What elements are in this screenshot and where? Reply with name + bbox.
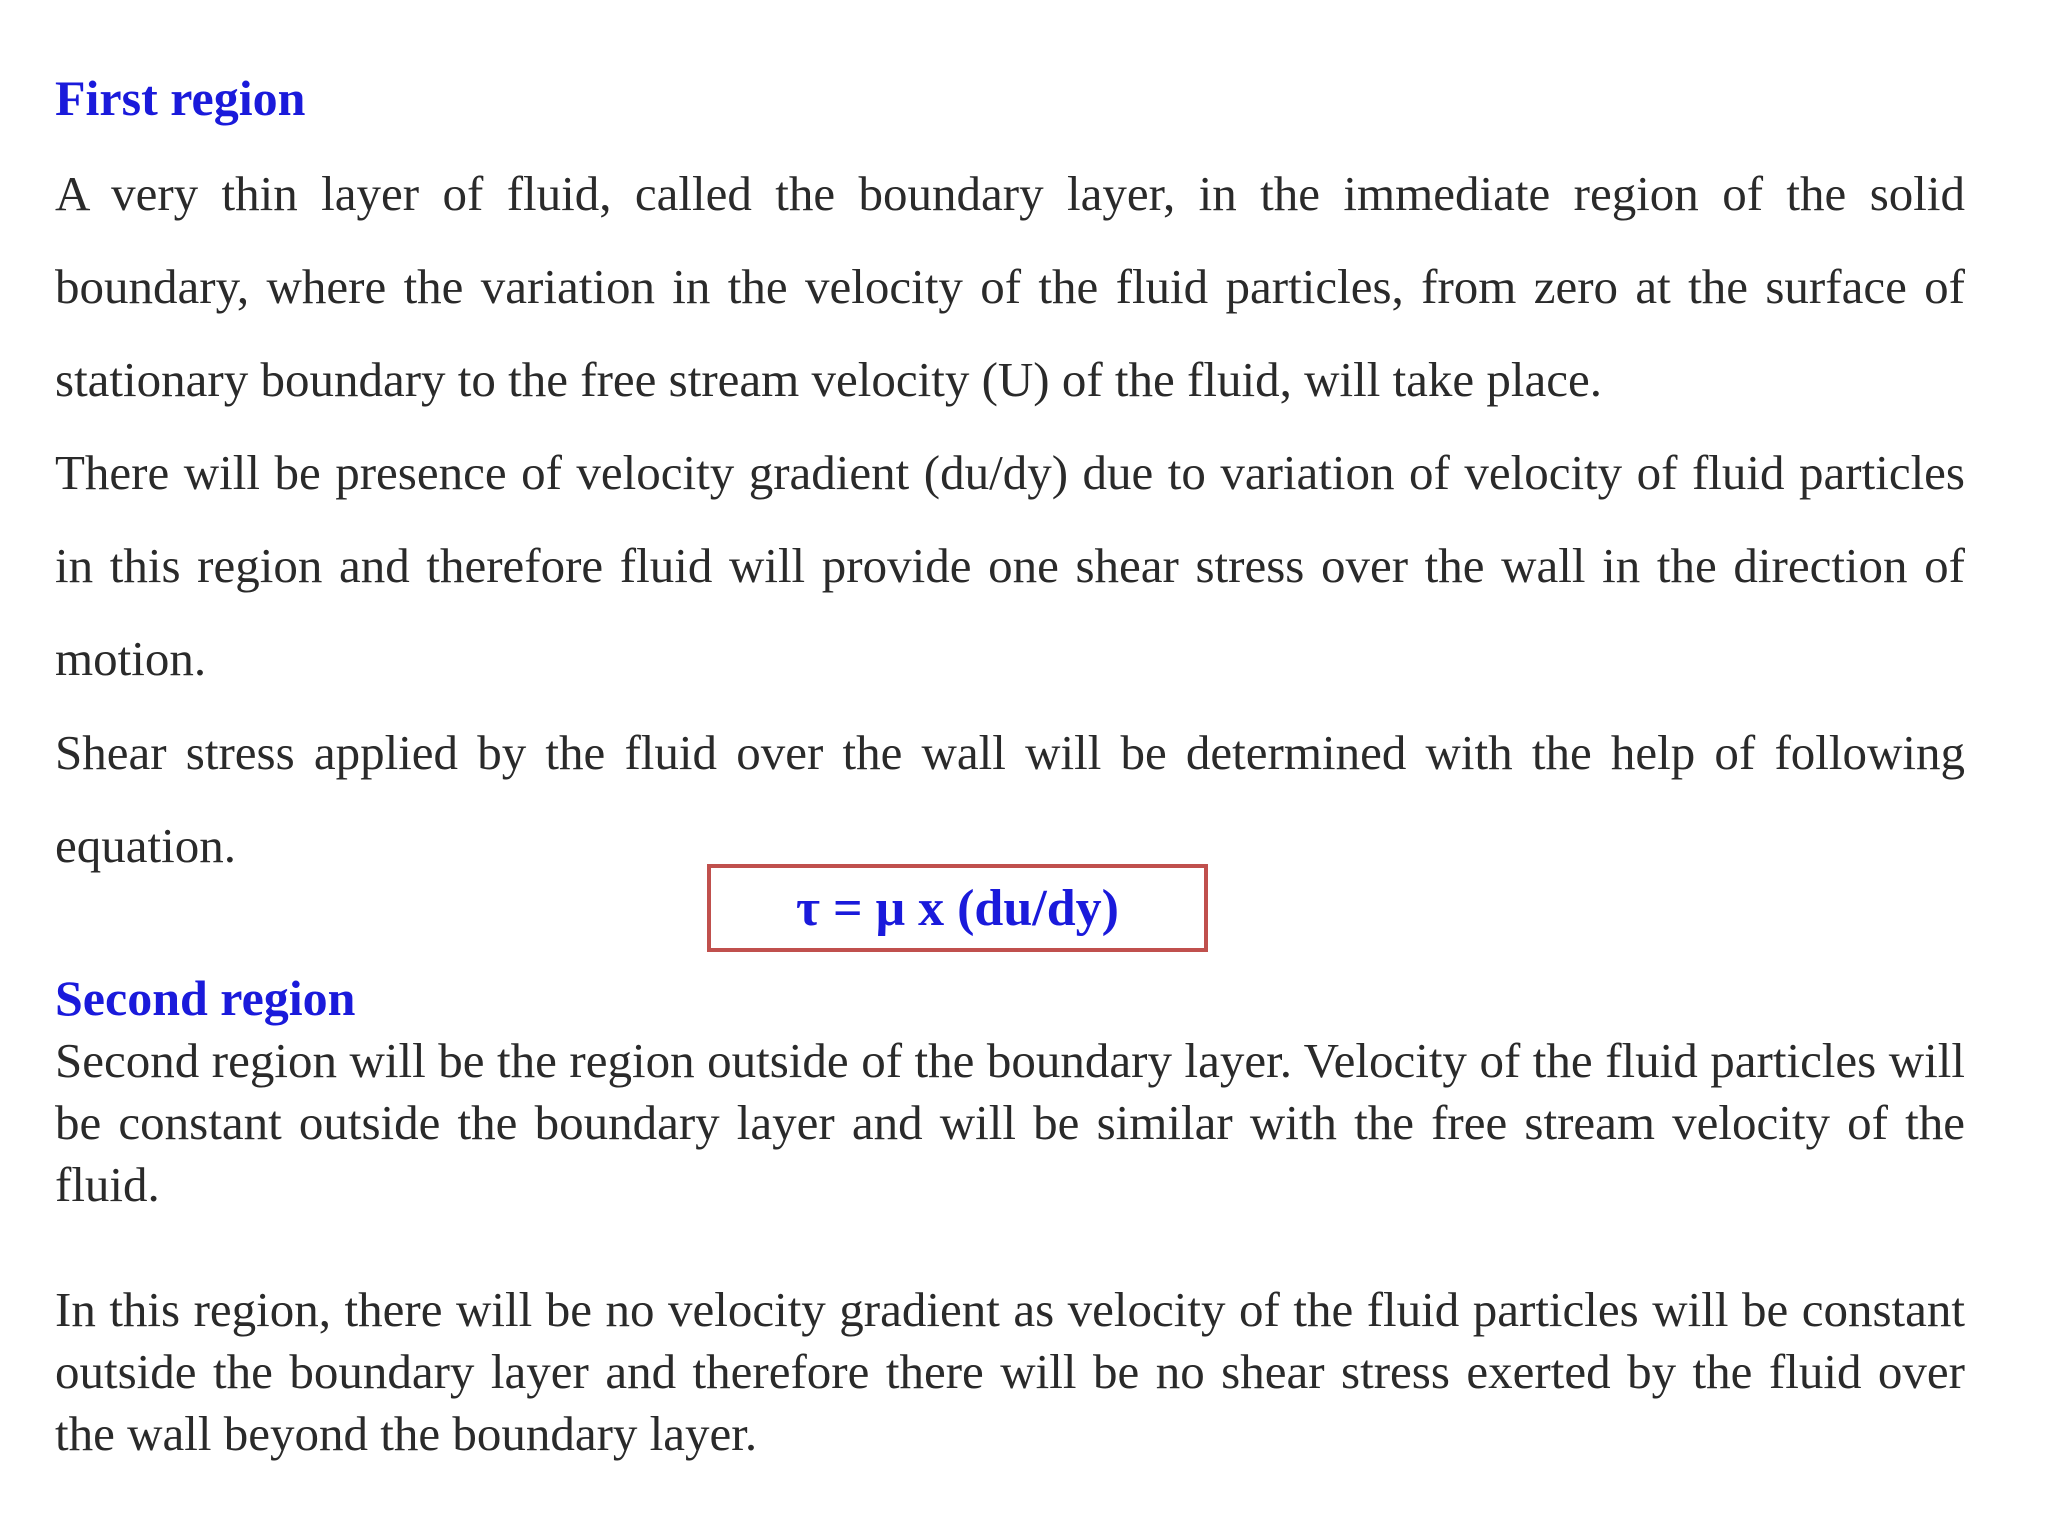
first-region-paragraph-shear-stress: Shear stress applied by the fluid over the wall will be determined with the help of following equation.: [55, 725, 1965, 873]
first-region-paragraph-velocity-gradient: There will be presence of velocity gradient (du/dy) due to variation of velocity of fluid particles in this region and therefore fluid will provide one shear stress over the wall in the direction of motion.: [55, 445, 1965, 686]
second-region-paragraph-no-gradient: In this region, there will be no velocity gradient as velocity of the fluid particles will be constant outside the boundary layer and therefore there will be no shear stress exerted by the fluid over the wall beyond the boundary layer.: [55, 1282, 1965, 1461]
second-region-paragraph-outside-layer: Second region will be the region outside of the boundary layer. Velocity of the fluid particles will be constant outside the boundary layer and will be similar with the free stream velocity of the fluid.: [55, 1033, 1965, 1212]
second-region-heading: Second region: [55, 970, 356, 1026]
first-region-paragraph-boundary-layer: A very thin layer of fluid, called the boundary layer, in the immediate region of the solid boundary, where the variation in the velocity of the fluid particles, from zero at the surface of stationary boundary to the free stream velocity (U) of the fluid, will take place.: [55, 166, 1965, 407]
first-region-heading: First region: [55, 70, 306, 126]
shear-stress-equation: τ = μ x (du/dy): [796, 879, 1119, 937]
equation-box: [707, 864, 1208, 952]
